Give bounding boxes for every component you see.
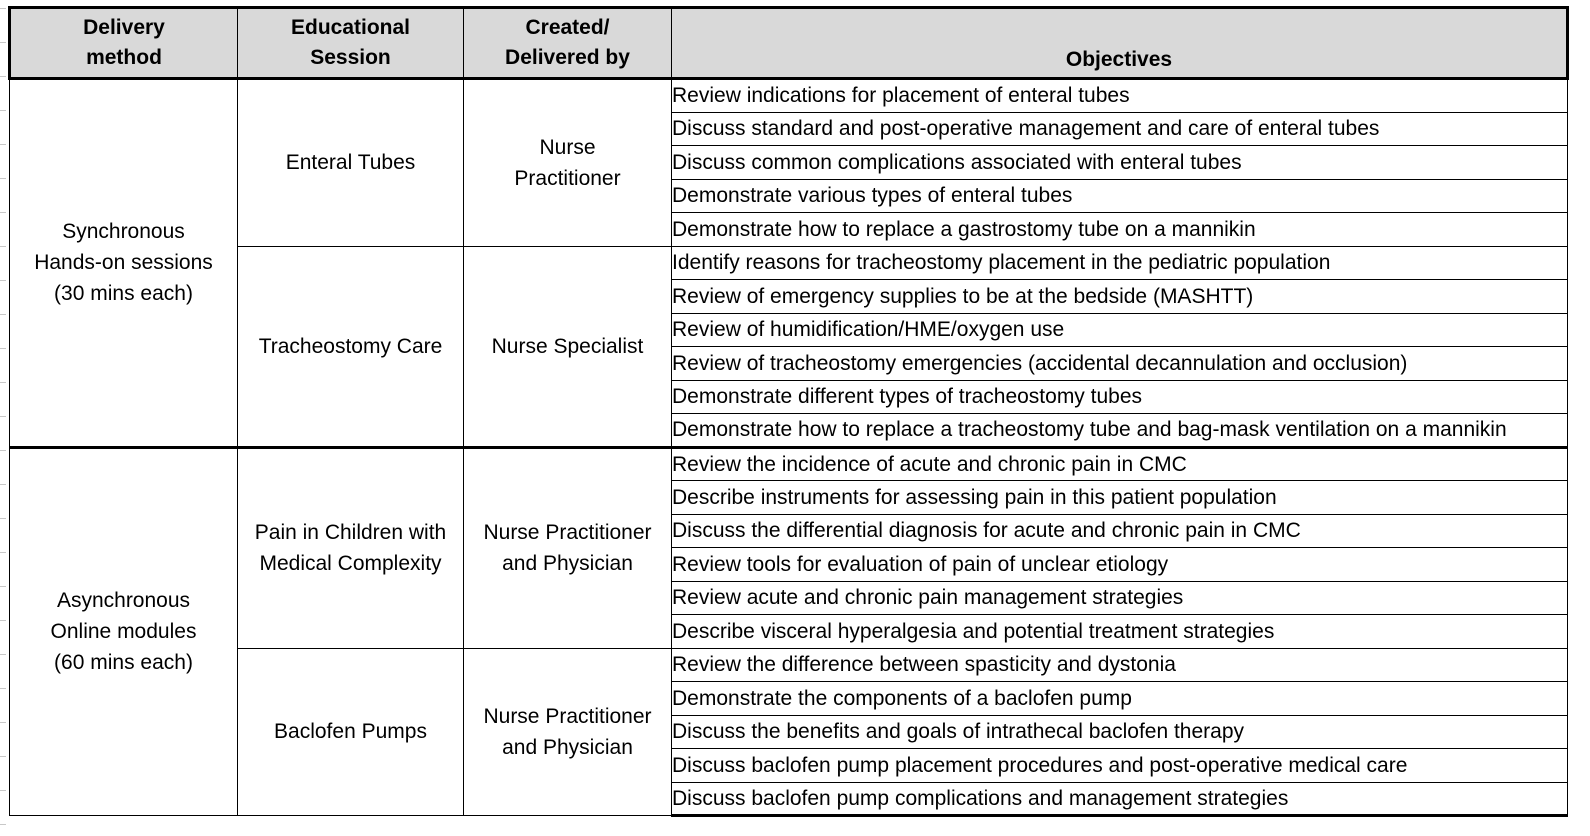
delivery-method-line: Asynchronous bbox=[56, 589, 191, 613]
gridline-stub bbox=[0, 518, 6, 519]
header-educational-session: Educational Session bbox=[238, 8, 464, 79]
creator-line: Nurse bbox=[539, 135, 596, 159]
gridline-stub bbox=[0, 688, 6, 689]
created-by-cell bbox=[464, 79, 672, 247]
header-delivery-method: Delivery method bbox=[10, 8, 238, 79]
session-name-line: Enteral Tubes bbox=[285, 151, 416, 175]
gridline-stub bbox=[0, 178, 6, 179]
session-name-line: Pain in Children with bbox=[254, 521, 447, 544]
delivery-method-line: Online modules bbox=[50, 620, 197, 644]
objective-cell: Demonstrate different types of tracheostomy tubes bbox=[672, 380, 1568, 414]
session-name-line: Tracheostomy Care bbox=[258, 334, 443, 358]
gridline-stub bbox=[0, 586, 6, 587]
objective-cell: Review tools for evaluation of pain of unclear etiology bbox=[672, 548, 1568, 582]
header-objectives: Objectives bbox=[672, 8, 1568, 79]
objective-cell: Discuss baclofen pump complications and management strategies bbox=[672, 782, 1568, 816]
gridline-stub bbox=[0, 552, 6, 553]
objective-cell: Discuss baclofen pump placement procedures and post-operative medical care bbox=[672, 749, 1568, 783]
gridline-stub bbox=[0, 824, 6, 825]
objective-cell: Demonstrate the components of a baclofen pump bbox=[672, 682, 1568, 716]
objective-cell: Review acute and chronic pain management strategies bbox=[672, 581, 1568, 615]
gridline-stub bbox=[0, 450, 6, 451]
gridline-stub bbox=[0, 280, 6, 281]
objective-cell: Discuss common complications associated with enteral tubes bbox=[672, 146, 1568, 180]
objective-cell: Review of tracheostomy emergencies (accidental decannulation and occlusion) bbox=[672, 347, 1568, 381]
header-created-delivered-by: Created/ Delivered by bbox=[464, 8, 672, 79]
gridline-stub bbox=[0, 790, 6, 791]
creator-line: Nurse Practitioner bbox=[483, 521, 652, 544]
table-row bbox=[10, 648, 1568, 682]
objective-cell: Review indications for placement of enteral tubes bbox=[672, 79, 1568, 113]
created-by-cell bbox=[464, 246, 672, 447]
gridline-stub bbox=[0, 654, 6, 655]
gridline-stub bbox=[0, 314, 6, 315]
gridline-stub bbox=[0, 246, 6, 247]
gridline-stub bbox=[0, 484, 6, 485]
created-by-cell bbox=[464, 447, 672, 648]
gridline-stub bbox=[0, 756, 6, 757]
delivery-method-cell bbox=[10, 447, 238, 816]
objective-cell: Identify reasons for tracheostomy placement in the pediatric population bbox=[672, 246, 1568, 280]
objective-cell: Discuss the differential diagnosis for acute and chronic pain in CMC bbox=[672, 514, 1568, 548]
gridline-stub bbox=[0, 416, 6, 417]
session-name-line: Medical Complexity bbox=[259, 552, 442, 575]
creator-line: Nurse Practitioner bbox=[483, 704, 652, 728]
delivery-method-line: (30 mins each) bbox=[54, 282, 193, 306]
objective-cell: Review the difference between spasticity and dystonia bbox=[672, 648, 1568, 682]
table-row bbox=[10, 246, 1568, 280]
gridline-stub bbox=[0, 382, 6, 383]
creator-line: Nurse Specialist bbox=[491, 334, 644, 358]
objective-cell: Discuss the benefits and goals of intrathecal baclofen therapy bbox=[672, 715, 1568, 749]
curriculum-table bbox=[8, 6, 1569, 817]
creator-line: and Physician bbox=[502, 552, 633, 575]
educational-session-cell bbox=[238, 648, 464, 816]
gridline-stub bbox=[0, 348, 6, 349]
delivery-method-cell bbox=[10, 79, 238, 448]
table-header bbox=[10, 8, 1568, 79]
objective-cell: Review the incidence of acute and chronic pain in CMC bbox=[672, 447, 1568, 481]
table-body bbox=[10, 79, 1568, 816]
session-name-line: Baclofen Pumps bbox=[274, 720, 427, 744]
table-row bbox=[10, 79, 1568, 113]
creator-line: and Physician bbox=[502, 735, 633, 759]
gridline-stub bbox=[0, 8, 6, 9]
gridline-stub bbox=[0, 110, 6, 111]
objective-cell: Review of emergency supplies to be at the bedside (MASHTT) bbox=[672, 280, 1568, 314]
educational-session-cell bbox=[238, 246, 464, 447]
delivery-method-line: Synchronous bbox=[62, 220, 185, 244]
creator-line: Practitioner bbox=[514, 166, 621, 190]
gridline-stub bbox=[0, 76, 6, 77]
objective-cell: Discuss standard and post-operative management and care of enteral tubes bbox=[672, 112, 1568, 146]
objective-cell: Describe instruments for assessing pain in this patient population bbox=[672, 481, 1568, 515]
gridline-stub bbox=[0, 722, 6, 723]
delivery-method-line: (60 mins each) bbox=[54, 651, 193, 675]
gridline-stub bbox=[0, 620, 6, 621]
educational-session-cell bbox=[238, 79, 464, 247]
objective-cell: Demonstrate how to replace a tracheostomy tube and bag-mask ventilation on a mannikin bbox=[672, 414, 1568, 448]
gridline-stub bbox=[0, 144, 6, 145]
created-by-cell bbox=[464, 648, 672, 816]
objective-cell: Demonstrate various types of enteral tubes bbox=[672, 179, 1568, 213]
objective-cell: Review of humidification/HME/oxygen use bbox=[672, 313, 1568, 347]
objective-cell: Demonstrate how to replace a gastrostomy tube on a mannikin bbox=[672, 213, 1568, 247]
objective-cell: Describe visceral hyperalgesia and potential treatment strategies bbox=[672, 615, 1568, 649]
header-row bbox=[10, 8, 1568, 79]
table-row bbox=[10, 447, 1568, 481]
gridline-stub bbox=[0, 42, 6, 43]
delivery-method-line: Hands-on sessions bbox=[34, 251, 213, 275]
educational-session-cell bbox=[238, 447, 464, 648]
spreadsheet-gridline-stubs bbox=[0, 0, 6, 836]
gridline-stub bbox=[0, 212, 6, 213]
